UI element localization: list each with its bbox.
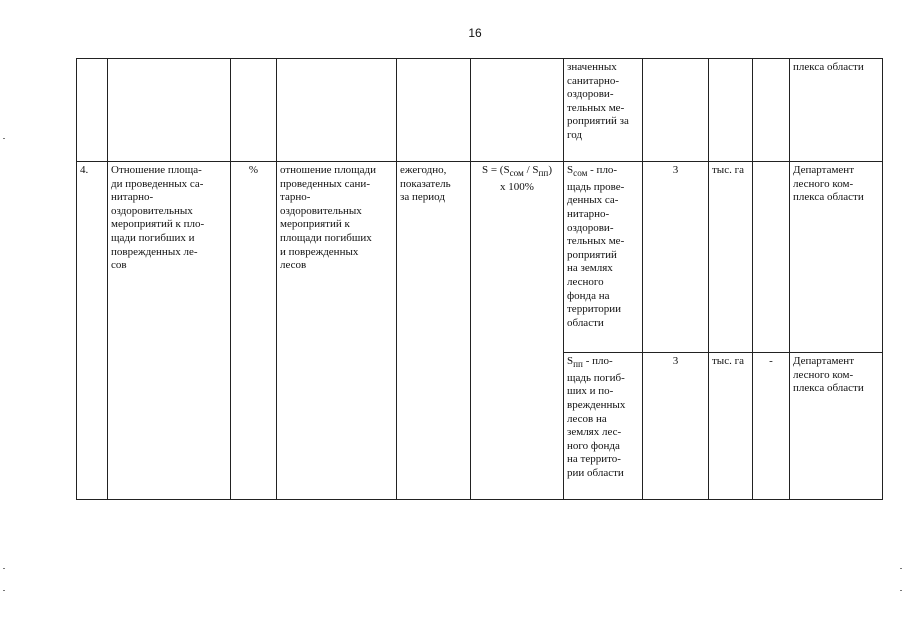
continuation-row — [77, 59, 883, 162]
component-description — [564, 162, 643, 353]
scan-mark — [3, 568, 5, 569]
component-description — [564, 353, 643, 500]
indicator-row — [77, 162, 883, 353]
indicator-name: Отношение площа- ди проведенных са- нитарно- оздоровительных мероприятий к пло- щади погибших и поврежденных ле- сов — [108, 162, 231, 500]
continued-description: значенных санитарно- оздорови- тельных ме- роприятий за год — [564, 59, 643, 162]
component-extra — [753, 162, 790, 353]
formula-part: S = (S — [481, 164, 510, 176]
cell-empty — [643, 59, 709, 162]
cell-empty — [397, 59, 471, 162]
formula-part: ) — [548, 164, 553, 176]
indicator-definition: отношение площади проведенных сани- тарно- оздоровительных мероприятий к площади погибших и поврежденных лесов — [277, 162, 397, 500]
component-extra: - — [753, 353, 790, 500]
cell-empty — [108, 59, 231, 162]
component-text: - пло- щадь прове- денных са- нитарно- оздорови- тельных ме- роприятий на землях лесного фонда на территории области — [567, 164, 625, 329]
page-number: 16 — [468, 26, 482, 40]
component-unit: тыс. га — [709, 162, 753, 353]
indicator-number: 4. — [77, 162, 108, 500]
scan-mark — [900, 568, 902, 569]
indicator-formula — [471, 162, 564, 500]
cell-empty — [709, 59, 753, 162]
cell-empty — [753, 59, 790, 162]
cell-empty — [231, 59, 277, 162]
formula-subscript: сом — [509, 168, 524, 179]
scan-mark — [3, 590, 5, 591]
cell-empty — [471, 59, 564, 162]
formula-part: / S — [523, 164, 539, 176]
component-method: 3 — [643, 353, 709, 500]
component-symbol: S — [567, 355, 574, 367]
component-source: Департамент лесного ком- плекса области — [790, 353, 883, 500]
component-source: Департамент лесного ком- плекса области — [790, 162, 883, 353]
formula-subscript: пп — [538, 168, 549, 179]
indicator-frequency: ежегодно, показатель за период — [397, 162, 471, 500]
component-symbol-sub: сом — [573, 168, 588, 179]
indicator-table — [76, 58, 883, 500]
scan-mark — [3, 138, 5, 139]
continued-source: плекса области — [790, 59, 883, 162]
cell-empty — [77, 59, 108, 162]
indicator-unit: % — [231, 162, 277, 500]
formula-multiplier: x 100% — [500, 180, 534, 193]
scan-mark — [900, 590, 902, 591]
component-symbol-sub: пп — [573, 359, 583, 370]
component-text: - пло- щадь погиб- ших и по- врежденных лесов на землях лес- ного фонда на террито- рии области — [567, 355, 626, 479]
component-symbol: S — [567, 164, 574, 176]
cell-empty — [277, 59, 397, 162]
component-unit: тыс. га — [709, 353, 753, 500]
component-method: 3 — [643, 162, 709, 353]
